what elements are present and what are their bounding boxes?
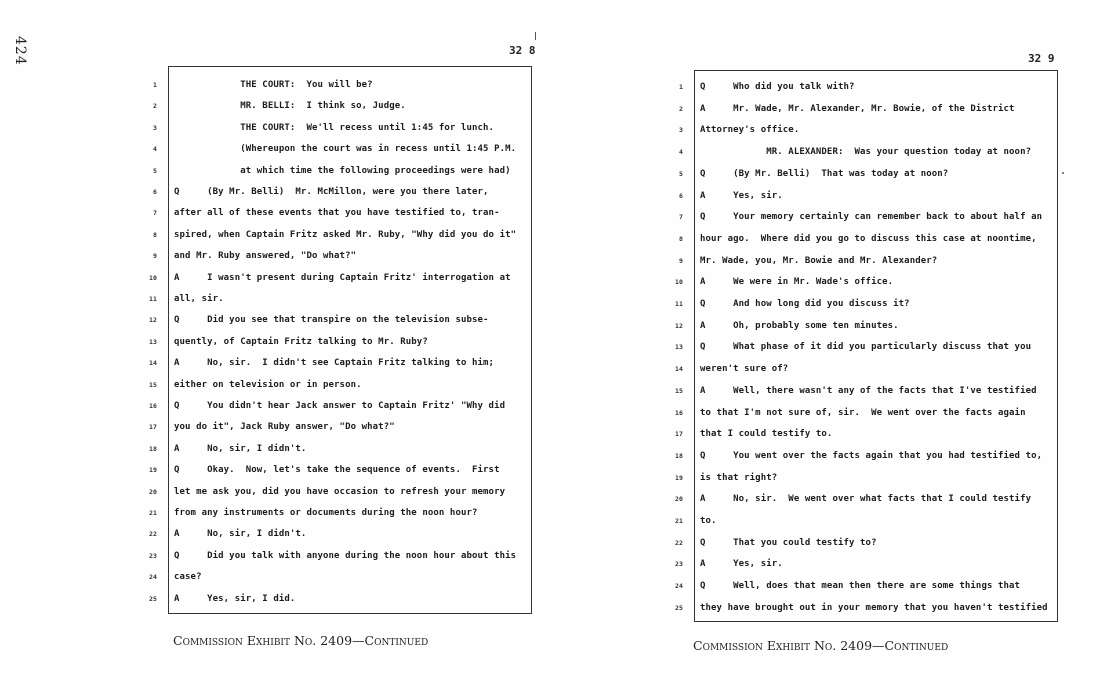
line-text: A No, sir. We went over what facts that I could testify bbox=[700, 494, 1032, 505]
transcript-line bbox=[148, 506, 531, 520]
line-text: all, sir. bbox=[174, 294, 224, 304]
transcript-line bbox=[678, 210, 1057, 224]
line-text: either on television or in person. bbox=[174, 379, 362, 390]
transcript-line bbox=[148, 463, 531, 477]
transcript-line bbox=[148, 378, 531, 392]
line-number: 10 bbox=[148, 273, 157, 282]
transcript-line bbox=[674, 471, 1057, 485]
transcript-line bbox=[148, 570, 531, 584]
transcript-line bbox=[678, 145, 1057, 159]
transcript-line bbox=[148, 271, 531, 285]
line-text: at which time the following proceedings were had) bbox=[174, 165, 511, 176]
line-number: 13 bbox=[148, 337, 157, 346]
line-text: MR. ALEXANDER: Was your question today at noon? bbox=[700, 147, 1032, 158]
transcript-line bbox=[674, 406, 1057, 420]
line-number: 21 bbox=[674, 517, 683, 525]
line-text: weren't sure of? bbox=[700, 364, 789, 375]
transcript-line bbox=[678, 102, 1057, 116]
transcript-line bbox=[148, 527, 531, 541]
line-text: Q (By Mr. Belli) That was today at noon? bbox=[700, 168, 949, 179]
line-text: Q What phase of it did you particularly discuss that you bbox=[700, 342, 1032, 353]
line-number: 17 bbox=[674, 430, 683, 439]
line-number: 20 bbox=[674, 495, 683, 504]
transcript-line bbox=[674, 536, 1057, 550]
right-transcript-box bbox=[674, 70, 1058, 622]
line-number: 25 bbox=[674, 603, 683, 612]
line-text: to that I'm not sure of, sir. We went over the facts again bbox=[700, 407, 1026, 418]
line-text: and Mr. Ruby answered, "Do what?" bbox=[174, 251, 357, 262]
line-text: Q Well, does that mean then there are some things that bbox=[700, 581, 1021, 592]
transcript-line bbox=[152, 206, 531, 220]
line-text: A No, sir, I didn't. bbox=[174, 443, 307, 454]
line-number: 17 bbox=[148, 423, 157, 432]
line-text: A Yes, sir, I did. bbox=[174, 593, 296, 604]
transcript-line bbox=[148, 592, 531, 606]
transcript-line bbox=[152, 142, 531, 156]
line-number: 5 bbox=[678, 169, 683, 178]
line-text: Q (By Mr. Belli) Mr. McMillon, were you there later, bbox=[174, 187, 489, 197]
line-text: quently, of Captain Fritz talking to Mr. Ruby? bbox=[174, 336, 428, 347]
line-number: 1 bbox=[678, 83, 683, 91]
line-number: 16 bbox=[148, 402, 157, 410]
transcript-line bbox=[148, 313, 531, 327]
line-text: Q You went over the facts again that you had testified to, bbox=[700, 450, 1043, 461]
line-text: A We were in Mr. Wade's office. bbox=[700, 277, 894, 288]
line-number: 22 bbox=[674, 538, 683, 547]
line-text: Q That you could testify to? bbox=[700, 537, 877, 548]
line-text: Q Did you talk with anyone during the noon hour about this bbox=[174, 550, 517, 561]
line-text: A Well, there wasn't any of the facts that I've testified bbox=[700, 385, 1037, 396]
scan-speck bbox=[535, 32, 536, 40]
left-page-number: 32 8 bbox=[509, 44, 536, 57]
transcript-line bbox=[674, 427, 1057, 441]
line-number: 7 bbox=[678, 213, 683, 222]
line-text: you do it", Jack Ruby answer, "Do what?" bbox=[174, 422, 395, 433]
line-number: 3 bbox=[152, 123, 157, 132]
transcript-line bbox=[674, 384, 1057, 398]
transcript-line bbox=[148, 420, 531, 434]
line-text: hour ago. Where did you go to discuss this case at noontime, bbox=[700, 233, 1037, 244]
transcript-line bbox=[152, 99, 531, 113]
transcript-line bbox=[674, 557, 1057, 571]
line-text: THE COURT: We'll recess until 1:45 for lunch. bbox=[174, 122, 495, 133]
line-number: 4 bbox=[152, 145, 157, 154]
line-text: A Oh, probably some ten minutes. bbox=[700, 320, 899, 331]
line-text: Q Okay. Now, let's take the sequence of events. First bbox=[174, 465, 500, 476]
line-text: to. bbox=[700, 516, 717, 526]
transcript-line bbox=[148, 485, 531, 499]
line-text: A Yes, sir. bbox=[700, 559, 783, 570]
transcript-line bbox=[674, 492, 1057, 506]
line-number: 4 bbox=[678, 148, 683, 157]
line-number: 24 bbox=[148, 573, 157, 582]
line-number: 7 bbox=[152, 209, 157, 218]
line-number: 9 bbox=[152, 252, 157, 261]
line-text: MR. BELLI: I think so, Judge. bbox=[174, 101, 406, 112]
transcript-line bbox=[152, 78, 531, 92]
right-exhibit-caption: Commission Exhibit No. 2409—Continued bbox=[693, 638, 949, 653]
transcript-line bbox=[678, 123, 1057, 137]
transcript-line bbox=[674, 579, 1057, 593]
line-number: 24 bbox=[674, 582, 683, 591]
transcript-line bbox=[674, 362, 1057, 376]
line-text: that I could testify to. bbox=[700, 429, 833, 440]
transcript-line bbox=[674, 514, 1057, 528]
line-text: A Yes, sir. bbox=[700, 190, 783, 201]
line-text: Mr. Wade, you, Mr. Bowie and Mr. Alexander? bbox=[700, 255, 938, 266]
transcript-line bbox=[148, 335, 531, 349]
transcript-line bbox=[678, 232, 1057, 246]
line-number: 23 bbox=[148, 551, 157, 560]
line-text: from any instruments or documents during the noon hour? bbox=[174, 508, 478, 518]
line-number: 10 bbox=[674, 278, 683, 287]
line-number: 15 bbox=[674, 386, 683, 395]
line-text: let me ask you, did you have occasion to refresh your memory bbox=[174, 486, 506, 497]
line-number: 19 bbox=[674, 473, 683, 482]
transcript-line bbox=[674, 449, 1057, 463]
transcript-line bbox=[152, 185, 531, 199]
line-number: 12 bbox=[148, 316, 157, 325]
transcript-line bbox=[148, 356, 531, 370]
line-text: after all of these events that you have testified to, tran- bbox=[174, 208, 500, 219]
line-text: A No, sir. I didn't see Captain Fritz talking to him; bbox=[174, 358, 495, 369]
line-number: 14 bbox=[148, 359, 157, 368]
line-number: 18 bbox=[674, 451, 683, 460]
transcript-line bbox=[674, 319, 1057, 333]
right-page-number: 32 9 bbox=[1028, 52, 1055, 65]
line-number: 6 bbox=[678, 191, 683, 200]
transcript-line bbox=[148, 292, 531, 306]
line-text: (Whereupon the court was in recess until 1:45 P.M. bbox=[174, 144, 517, 155]
line-number: 23 bbox=[674, 560, 683, 569]
line-number: 19 bbox=[148, 466, 157, 475]
line-number: 8 bbox=[152, 230, 157, 239]
left-exhibit-caption: Commission Exhibit No. 2409—Continued bbox=[173, 633, 429, 648]
line-number: 11 bbox=[674, 300, 683, 308]
line-number: 12 bbox=[674, 321, 683, 330]
line-number: 25 bbox=[148, 594, 157, 603]
line-text: A I wasn't present during Captain Fritz' interrogation at bbox=[174, 272, 511, 283]
transcript-line bbox=[148, 399, 531, 413]
line-text: THE COURT: You will be? bbox=[174, 80, 373, 90]
transcript-line bbox=[674, 275, 1057, 289]
scan-speck bbox=[1062, 172, 1064, 174]
line-number: 1 bbox=[152, 81, 157, 89]
line-text: is that right? bbox=[700, 472, 778, 483]
line-number: 18 bbox=[148, 444, 157, 453]
line-number: 20 bbox=[148, 487, 157, 496]
transcript-line bbox=[674, 297, 1057, 311]
transcript-line bbox=[678, 254, 1057, 268]
line-text: case? bbox=[174, 572, 202, 583]
transcript-line bbox=[678, 189, 1057, 203]
line-number: 9 bbox=[678, 256, 683, 265]
transcript-line bbox=[152, 249, 531, 263]
line-number: 8 bbox=[678, 234, 683, 243]
transcript-line bbox=[678, 167, 1057, 181]
line-text: Q Your memory certainly can remember back to about half an bbox=[700, 212, 1043, 223]
line-text: A No, sir, I didn't. bbox=[174, 529, 307, 540]
line-text: Attorney's office. bbox=[700, 125, 800, 136]
line-text: Q Who did you talk with? bbox=[700, 82, 855, 92]
transcript-line bbox=[152, 228, 531, 242]
left-transcript-box bbox=[148, 66, 532, 614]
line-number: 21 bbox=[148, 509, 157, 517]
transcript-line bbox=[152, 164, 531, 178]
line-text: spired, when Captain Fritz asked Mr. Ruby, "Why did you do it" bbox=[174, 229, 517, 240]
transcript-line bbox=[678, 80, 1057, 94]
transcript-line bbox=[674, 340, 1057, 354]
line-number: 13 bbox=[674, 343, 683, 352]
transcript-line bbox=[148, 549, 531, 563]
line-number: 16 bbox=[674, 408, 683, 417]
side-page-number: 424 bbox=[12, 36, 28, 66]
transcript-line bbox=[152, 121, 531, 135]
line-number: 3 bbox=[678, 126, 683, 135]
line-number: 2 bbox=[152, 102, 157, 111]
line-number: 15 bbox=[148, 380, 157, 389]
line-number: 2 bbox=[678, 104, 683, 113]
line-number: 5 bbox=[152, 166, 157, 175]
line-number: 6 bbox=[152, 188, 157, 196]
line-text: Q You didn't hear Jack answer to Captain Fritz' "Why did bbox=[174, 401, 506, 411]
line-text: they have brought out in your memory that you haven't testified bbox=[700, 602, 1048, 613]
line-number: 22 bbox=[148, 530, 157, 539]
line-number: 11 bbox=[148, 295, 157, 303]
transcript-line bbox=[674, 601, 1057, 615]
line-text: Q And how long did you discuss it? bbox=[700, 299, 910, 309]
line-text: Q Did you see that transpire on the television subse- bbox=[174, 315, 489, 326]
line-text: A Mr. Wade, Mr. Alexander, Mr. Bowie, of the District bbox=[700, 103, 1015, 114]
line-number: 14 bbox=[674, 365, 683, 374]
transcript-line bbox=[148, 442, 531, 456]
